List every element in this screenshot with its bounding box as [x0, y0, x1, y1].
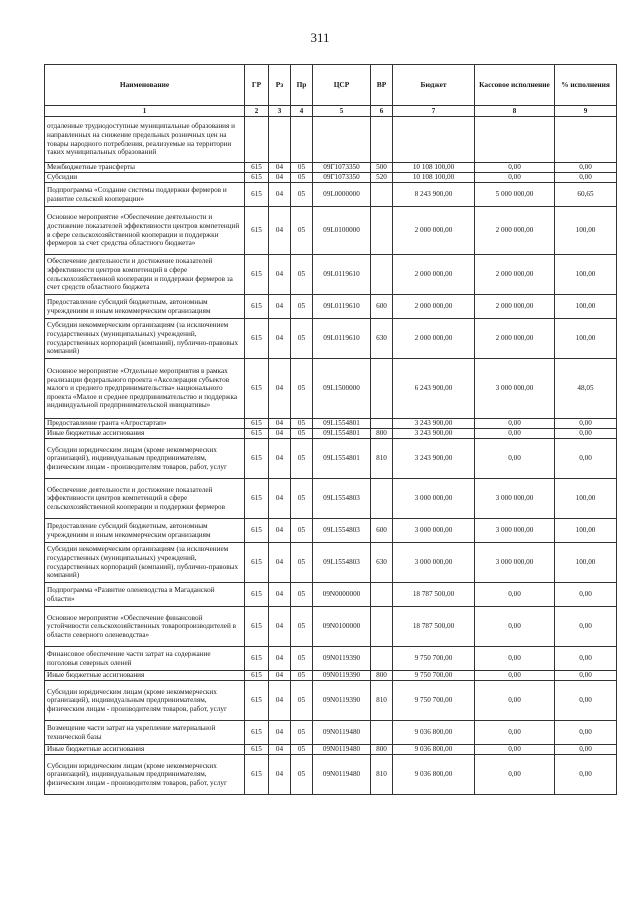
table-row — [45, 255, 617, 295]
row-pct: 0,00 — [555, 647, 617, 671]
row-budget: 3 000 000,00 — [393, 479, 475, 519]
row-pct: 100,00 — [555, 255, 617, 295]
row-csr: 09L1554801 — [313, 439, 371, 479]
row-budget: 2 000 000,00 — [393, 295, 475, 319]
row-vr: 630 — [371, 319, 393, 359]
table-row — [45, 671, 617, 681]
row-gr: 615 — [245, 519, 269, 543]
table-row — [45, 173, 617, 183]
row-pr: 05 — [291, 647, 313, 671]
column-number: 6 — [371, 106, 393, 117]
row-vr — [371, 183, 393, 207]
row-budget: 3 243 900,00 — [393, 419, 475, 429]
table-row — [45, 647, 617, 671]
row-vr: 810 — [371, 681, 393, 721]
column-number: 7 — [393, 106, 475, 117]
row-kassa: 2 000 000,00 — [475, 255, 555, 295]
row-pr: 05 — [291, 359, 313, 419]
row-vr: 810 — [371, 755, 393, 795]
row-csr: 09L0100000 — [313, 207, 371, 255]
row-kassa: 2 000 000,00 — [475, 207, 555, 255]
table-row — [45, 745, 617, 755]
row-csr: 09N0119480 — [313, 755, 371, 795]
row-pct: 100,00 — [555, 319, 617, 359]
row-vr — [371, 255, 393, 295]
row-pct: 0,00 — [555, 745, 617, 755]
row-kassa: 3 000 000,00 — [475, 519, 555, 543]
row-name: Финансовое обеспечение части затрат на содержание поголовья северных оленей — [45, 647, 245, 671]
table-row — [45, 429, 617, 439]
row-csr: 09Г1073350 — [313, 173, 371, 183]
row-rz: 04 — [269, 207, 291, 255]
row-name: Субсидии — [45, 173, 245, 183]
row-budget: 18 787 500,00 — [393, 607, 475, 647]
row-kassa: 2 000 000,00 — [475, 295, 555, 319]
row-gr: 615 — [245, 583, 269, 607]
table-row — [45, 721, 617, 745]
column-number: 4 — [291, 106, 313, 117]
row-vr — [371, 207, 393, 255]
row-name: Обеспечение деятельности и достижение показателей эффективности центров компетенций в сфере сельскохозяйственной кооперации и поддержки фермеров за счет средств областного бюджета — [45, 255, 245, 295]
row-pr: 05 — [291, 671, 313, 681]
row-vr: 500 — [371, 163, 393, 173]
row-rz: 04 — [269, 419, 291, 429]
row-vr: 630 — [371, 543, 393, 583]
table-row — [45, 479, 617, 519]
row-pct: 0,00 — [555, 583, 617, 607]
row-budget — [393, 117, 475, 163]
row-pr: 05 — [291, 479, 313, 519]
row-gr: 615 — [245, 429, 269, 439]
row-gr: 615 — [245, 755, 269, 795]
table-row — [45, 583, 617, 607]
row-vr: 600 — [371, 519, 393, 543]
row-budget: 6 243 900,00 — [393, 359, 475, 419]
row-name: Предоставление гранта «Агростартап» — [45, 419, 245, 429]
row-name: Предоставление субсидий бюджетным, автономным учреждениям и иным некоммерческим организациям — [45, 519, 245, 543]
row-name: Основное мероприятие «Обеспечение финансовой устойчивости сельскохозяйственных товаропроизводителей в области северного оленеводства» — [45, 607, 245, 647]
row-rz: 04 — [269, 519, 291, 543]
row-csr: 09L1554803 — [313, 479, 371, 519]
row-csr: 09L1554801 — [313, 429, 371, 439]
row-csr: 09N0119390 — [313, 671, 371, 681]
table-row — [45, 755, 617, 795]
row-gr: 615 — [245, 721, 269, 745]
row-rz: 04 — [269, 755, 291, 795]
row-vr — [371, 583, 393, 607]
row-pr: 05 — [291, 439, 313, 479]
row-kassa: 0,00 — [475, 755, 555, 795]
row-pr — [291, 117, 313, 163]
row-name: Иные бюджетные ассигнования — [45, 429, 245, 439]
row-kassa: 0,00 — [475, 173, 555, 183]
row-name: Субсидии юридическим лицам (кроме некоммерческих организаций), индивидуальным предпринимателям, физическим лицам - производителям товаров, работ, услуг — [45, 755, 245, 795]
table-row — [45, 359, 617, 419]
row-pct: 48,05 — [555, 359, 617, 419]
column-number-row — [45, 106, 617, 117]
row-pr: 05 — [291, 183, 313, 207]
row-pct: 100,00 — [555, 479, 617, 519]
row-budget: 10 108 100,00 — [393, 163, 475, 173]
header-budget: Бюджет — [393, 65, 475, 106]
row-gr: 615 — [245, 479, 269, 519]
table-row — [45, 183, 617, 207]
row-vr — [371, 607, 393, 647]
row-pct: 100,00 — [555, 207, 617, 255]
row-csr: 09N0119480 — [313, 745, 371, 755]
row-vr: 520 — [371, 173, 393, 183]
row-kassa: 0,00 — [475, 607, 555, 647]
row-budget: 10 108 100,00 — [393, 173, 475, 183]
row-vr — [371, 721, 393, 745]
row-pr: 05 — [291, 755, 313, 795]
row-gr: 615 — [245, 359, 269, 419]
row-rz: 04 — [269, 721, 291, 745]
row-csr: 09L1500000 — [313, 359, 371, 419]
row-pr: 05 — [291, 681, 313, 721]
table-row — [45, 163, 617, 173]
row-rz: 04 — [269, 429, 291, 439]
row-pr: 05 — [291, 163, 313, 173]
row-pct: 0,00 — [555, 607, 617, 647]
row-pct: 0,00 — [555, 439, 617, 479]
row-pr: 05 — [291, 543, 313, 583]
row-rz: 04 — [269, 681, 291, 721]
row-budget: 9 750 700,00 — [393, 647, 475, 671]
header-pct: % исполнения — [555, 65, 617, 106]
table-row — [45, 543, 617, 583]
row-pr: 05 — [291, 295, 313, 319]
row-pct: 0,00 — [555, 755, 617, 795]
row-kassa: 0,00 — [475, 429, 555, 439]
row-csr: 09L0119610 — [313, 295, 371, 319]
row-kassa: 5 000 000,00 — [475, 183, 555, 207]
table-row — [45, 295, 617, 319]
row-gr: 615 — [245, 543, 269, 583]
row-pct: 0,00 — [555, 681, 617, 721]
row-csr: 09L1554803 — [313, 543, 371, 583]
row-name: Подпрограмма «Создание системы поддержки фермеров и развитие сельской кооперации» — [45, 183, 245, 207]
row-csr: 09N0000000 — [313, 583, 371, 607]
row-pr: 05 — [291, 419, 313, 429]
row-csr: 09L0000000 — [313, 183, 371, 207]
row-budget: 9 036 800,00 — [393, 721, 475, 745]
row-csr: 09L0119610 — [313, 255, 371, 295]
page-number: 311 — [310, 30, 330, 45]
row-gr: 615 — [245, 183, 269, 207]
row-vr — [371, 479, 393, 519]
row-pct: 60,65 — [555, 183, 617, 207]
row-csr: 09N0100000 — [313, 607, 371, 647]
row-name: Подпрограмма «Развитие оленеводства в Магаданской области» — [45, 583, 245, 607]
row-budget: 3 000 000,00 — [393, 543, 475, 583]
row-gr: 615 — [245, 163, 269, 173]
row-vr — [371, 117, 393, 163]
row-csr: 09L1554803 — [313, 519, 371, 543]
row-gr: 615 — [245, 607, 269, 647]
row-rz: 04 — [269, 183, 291, 207]
row-budget: 18 787 500,00 — [393, 583, 475, 607]
row-pct: 0,00 — [555, 429, 617, 439]
header-rz: Рз — [269, 65, 291, 106]
row-rz: 04 — [269, 359, 291, 419]
header-csr: ЦСР — [313, 65, 371, 106]
row-kassa: 3 000 000,00 — [475, 543, 555, 583]
table-row — [45, 319, 617, 359]
row-rz — [269, 117, 291, 163]
row-name: Иные бюджетные ассигнования — [45, 671, 245, 681]
row-csr: 09N0119390 — [313, 681, 371, 721]
row-gr: 615 — [245, 439, 269, 479]
row-pct: 0,00 — [555, 721, 617, 745]
row-budget: 9 036 800,00 — [393, 755, 475, 795]
row-pr: 05 — [291, 745, 313, 755]
header-kassa: Кассовое исполнение — [475, 65, 555, 106]
row-name: Основное мероприятие «Отдельные мероприятия в рамках реализации федерального проекта «Акселерация субъектов малого и среднего предпринимательства» национального проекта «Малое и среднее предпринимательство и поддержка индивидуальной предпринимательской инициативы» — [45, 359, 245, 419]
row-vr: 800 — [371, 429, 393, 439]
row-budget: 8 243 900,00 — [393, 183, 475, 207]
row-rz: 04 — [269, 479, 291, 519]
row-gr: 615 — [245, 173, 269, 183]
table-row — [45, 607, 617, 647]
row-rz: 04 — [269, 255, 291, 295]
column-number: 8 — [475, 106, 555, 117]
row-csr: 09L0119610 — [313, 319, 371, 359]
row-name: Основное мероприятие «Обеспечение деятельности и достижение показателей эффективности центров компетенций в сфере сельскохозяйственной кооперации и поддержки фермеров за счет средства областного бюджета» — [45, 207, 245, 255]
row-budget: 3 243 900,00 — [393, 439, 475, 479]
row-vr: 800 — [371, 745, 393, 755]
row-kassa: 0,00 — [475, 583, 555, 607]
row-budget: 2 000 000,00 — [393, 319, 475, 359]
row-gr: 615 — [245, 671, 269, 681]
row-name: Субсидии юридическим лицам (кроме некоммерческих организаций), индивидуальным предпринимателям, физическим лицам - производителям товаров, работ, услуг — [45, 439, 245, 479]
row-pct: 0,00 — [555, 173, 617, 183]
row-kassa: 0,00 — [475, 721, 555, 745]
row-vr: 600 — [371, 295, 393, 319]
row-kassa: 0,00 — [475, 439, 555, 479]
row-name: Субсидии юридическим лицам (кроме некоммерческих организаций), индивидуальным предпринимателям, физическим лицам - производителям товаров, работ, услуг — [45, 681, 245, 721]
column-number: 1 — [45, 106, 245, 117]
row-gr: 615 — [245, 419, 269, 429]
row-rz: 04 — [269, 607, 291, 647]
row-budget: 2 000 000,00 — [393, 207, 475, 255]
row-kassa: 0,00 — [475, 671, 555, 681]
row-rz: 04 — [269, 583, 291, 607]
row-pr: 05 — [291, 721, 313, 745]
column-number: 2 — [245, 106, 269, 117]
row-rz: 04 — [269, 319, 291, 359]
row-gr: 615 — [245, 207, 269, 255]
row-kassa — [475, 117, 555, 163]
table-body — [45, 117, 617, 795]
row-name: Межбюджетные трансферты — [45, 163, 245, 173]
row-budget: 9 750 700,00 — [393, 681, 475, 721]
column-number: 9 — [555, 106, 617, 117]
column-number: 3 — [269, 106, 291, 117]
row-vr: 810 — [371, 439, 393, 479]
column-number: 5 — [313, 106, 371, 117]
row-gr: 615 — [245, 255, 269, 295]
row-budget: 9 036 800,00 — [393, 745, 475, 755]
row-gr — [245, 117, 269, 163]
row-name: Иные бюджетные ассигнования — [45, 745, 245, 755]
row-kassa: 0,00 — [475, 681, 555, 721]
row-pr: 05 — [291, 255, 313, 295]
row-name: Субсидии некоммерческим организациям (за исключением государственных (муниципальных) учреждений, государственных корпораций (компаний), публично-правовых компаний) — [45, 319, 245, 359]
row-pct — [555, 117, 617, 163]
row-pct: 100,00 — [555, 295, 617, 319]
row-rz: 04 — [269, 173, 291, 183]
row-rz: 04 — [269, 647, 291, 671]
header-pr: Пр — [291, 65, 313, 106]
row-name: Предоставление субсидий бюджетным, автономным учреждениям и иным некоммерческим организациям — [45, 295, 245, 319]
row-kassa: 0,00 — [475, 745, 555, 755]
row-csr: 09N0119390 — [313, 647, 371, 671]
row-pct: 0,00 — [555, 419, 617, 429]
row-kassa: 0,00 — [475, 419, 555, 429]
row-csr: 09L1554801 — [313, 419, 371, 429]
row-kassa: 0,00 — [475, 647, 555, 671]
row-gr: 615 — [245, 295, 269, 319]
table-row — [45, 207, 617, 255]
row-pct: 100,00 — [555, 519, 617, 543]
row-pct: 100,00 — [555, 543, 617, 583]
row-gr: 615 — [245, 681, 269, 721]
row-name: Субсидии некоммерческим организациям (за исключением государственных (муниципальных) учреждений, государственных корпораций (компаний), публично-правовых компаний) — [45, 543, 245, 583]
row-csr: 09N0119480 — [313, 721, 371, 745]
row-name: Возмещение части затрат на укрепление материальной технической базы — [45, 721, 245, 745]
row-budget: 3 243 900,00 — [393, 429, 475, 439]
row-rz: 04 — [269, 543, 291, 583]
budget-execution-table — [44, 64, 617, 795]
row-vr: 800 — [371, 671, 393, 681]
table-row — [45, 419, 617, 429]
table-row — [45, 519, 617, 543]
row-budget: 2 000 000,00 — [393, 255, 475, 295]
row-vr — [371, 419, 393, 429]
row-vr — [371, 359, 393, 419]
table-row — [45, 681, 617, 721]
row-pr: 05 — [291, 607, 313, 647]
row-pct: 0,00 — [555, 163, 617, 173]
row-kassa: 3 000 000,00 — [475, 359, 555, 419]
row-budget: 3 000 000,00 — [393, 519, 475, 543]
header-row — [45, 65, 617, 106]
table-row — [45, 439, 617, 479]
header-name: Наименование — [45, 65, 245, 106]
row-kassa: 0,00 — [475, 163, 555, 173]
table-row — [45, 117, 617, 163]
row-name: отдаленные труднодоступные муниципальные образования и направленных на снижение предельных розничных цен на товары народного потребления, реализуемые на территории таких муниципальных образований — [45, 117, 245, 163]
row-pr: 05 — [291, 319, 313, 359]
row-kassa: 2 000 000,00 — [475, 319, 555, 359]
row-vr — [371, 647, 393, 671]
row-pr: 05 — [291, 207, 313, 255]
row-pr: 05 — [291, 429, 313, 439]
row-kassa: 3 000 000,00 — [475, 479, 555, 519]
header-gr: ГР — [245, 65, 269, 106]
row-pr: 05 — [291, 583, 313, 607]
row-rz: 04 — [269, 163, 291, 173]
row-csr: 09Г1073350 — [313, 163, 371, 173]
row-budget: 9 750 700,00 — [393, 671, 475, 681]
header-vr: ВР — [371, 65, 393, 106]
row-gr: 615 — [245, 745, 269, 755]
row-rz: 04 — [269, 295, 291, 319]
row-name: Обеспечение деятельности и достижение показателей эффективности центров компетенций в сфере сельскохозяйственной кооперации и поддержки фермеров — [45, 479, 245, 519]
row-rz: 04 — [269, 745, 291, 755]
row-pct: 0,00 — [555, 671, 617, 681]
row-rz: 04 — [269, 671, 291, 681]
row-pr: 05 — [291, 173, 313, 183]
row-csr — [313, 117, 371, 163]
row-rz: 04 — [269, 439, 291, 479]
row-pr: 05 — [291, 519, 313, 543]
row-gr: 615 — [245, 647, 269, 671]
row-gr: 615 — [245, 319, 269, 359]
